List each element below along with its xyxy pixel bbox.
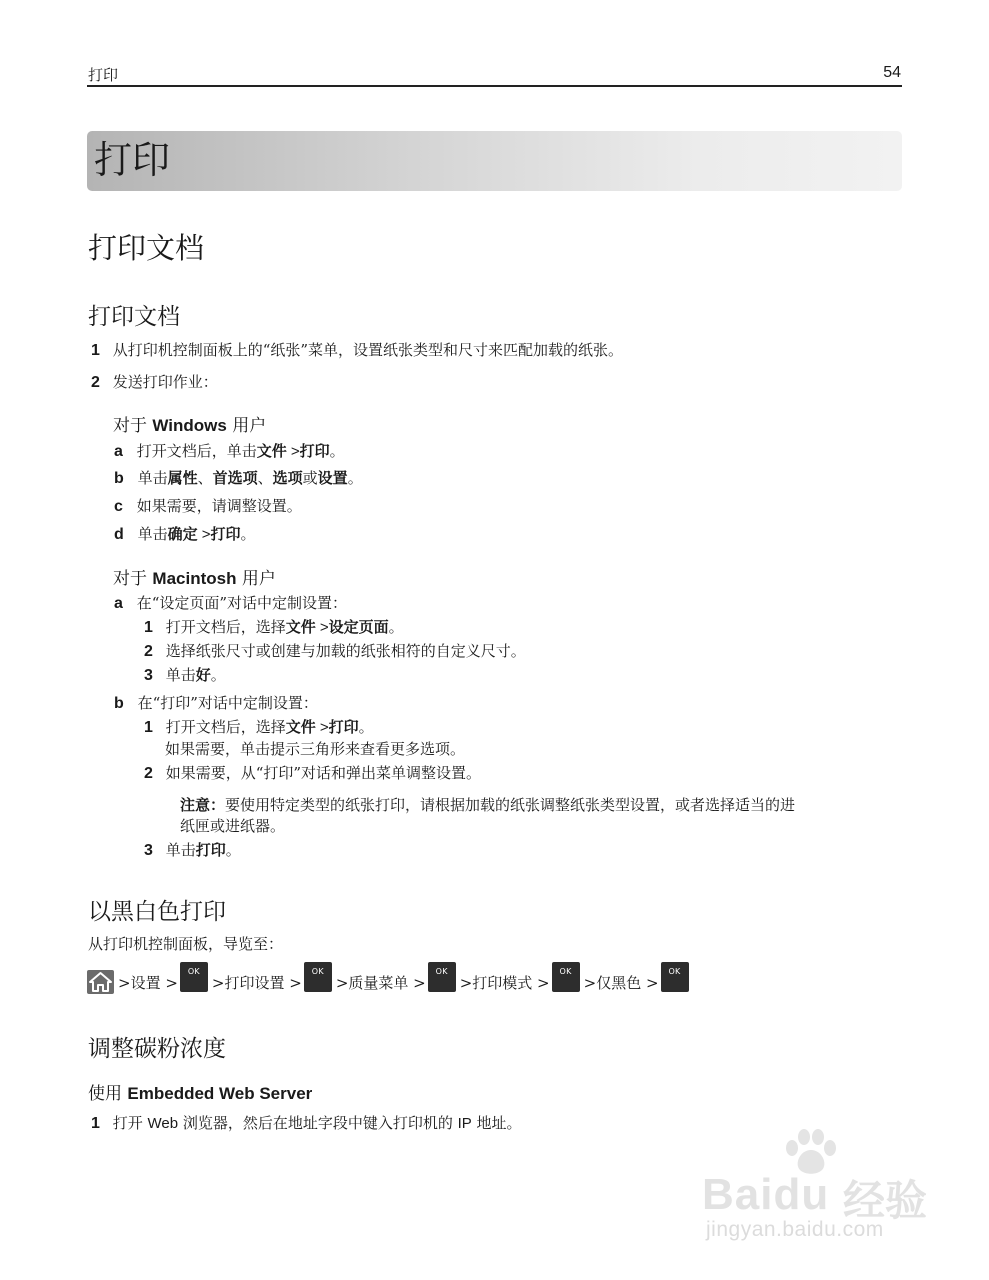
nav-step-settings: >设置 > <box>118 973 178 992</box>
windows-heading: 对于 Windows 用户 <box>113 416 267 436</box>
subsection-heading-toner-darkness: 调整碳粉浓度 <box>88 1036 226 1062</box>
watermark-url: jingyan.baidu.com <box>706 1218 884 1241</box>
mac-step-a: a 在“设定页面”对话中定制设置： <box>114 594 348 612</box>
note: 注意：要使用特定类型的纸张打印，请根据加载的纸张调整纸张类型设置，或者选择适当的进 <box>180 796 796 814</box>
ok-button-icon: OK <box>180 962 208 992</box>
step-number: 2 <box>91 374 100 391</box>
nav-step-print-mode: >打印模式 > <box>459 973 550 992</box>
subsection-heading-black-white: 以黑白色打印 <box>88 899 226 925</box>
mac-b-item-2: 2 如果需要，从“打印”对话和弹出菜单调整设置。 <box>144 764 482 782</box>
macintosh-heading: 对于 Macintosh 用户 <box>113 569 276 589</box>
nav-step-black-only: >仅黑色 > <box>583 973 659 992</box>
ews-step-1: 1 打开 Web 浏览器，然后在地址字段中键入打印机的 IP 地址。 <box>91 1114 522 1132</box>
mac-b-item-1: 1 打开文档后，选择文件 >打印。 <box>144 718 374 736</box>
mac-step-b: b 在“打印”对话中定制设置： <box>114 694 318 712</box>
ok-button-icon: OK <box>304 962 332 992</box>
header-rule <box>87 85 902 87</box>
note-continuation: 纸匣或进纸器。 <box>180 817 286 835</box>
page-number: 54 <box>883 64 901 81</box>
chapter-banner <box>87 131 902 191</box>
mac-b-item-1-continuation: 如果需要，单击提示三角形来查看更多选项。 <box>165 740 466 758</box>
mac-a-item-2: 2 选择纸张尺寸或创建与加载的纸张相符的自定义尺寸。 <box>144 642 526 660</box>
home-icon <box>87 970 114 994</box>
mac-b-item-3: 3 单击打印。 <box>144 841 241 859</box>
ok-button-icon: OK <box>428 962 456 992</box>
subsection-heading-print-document: 打印文档 <box>88 304 180 330</box>
section-heading: 打印文档 <box>88 231 205 265</box>
step-1 <box>91 340 623 361</box>
nav-step-print-settings: >打印设置 > <box>211 973 302 992</box>
watermark-brand-cn: 经验 <box>843 1176 928 1225</box>
mac-a-item-3: 3 单击好。 <box>144 666 226 684</box>
step-text: 从打印机控制面板上的“纸张”菜单，设置纸张类型和尺寸来匹配加载的纸张。 <box>112 341 624 359</box>
step-text: 发送打印作业： <box>112 373 218 391</box>
ok-button-icon: OK <box>661 962 689 992</box>
nav-step-quality-menu: >质量菜单 > <box>335 973 426 992</box>
step-number: 1 <box>91 342 100 359</box>
ews-heading: 使用 Embedded Web Server <box>88 1084 313 1104</box>
windows-step-a: a 打开文档后，单击文件 >打印。 <box>114 442 345 460</box>
ok-button-icon: OK <box>552 962 580 992</box>
chapter-title: 打印 <box>94 138 171 182</box>
running-header: 打印 <box>88 66 119 84</box>
step-2 <box>91 372 218 393</box>
navigation-path <box>87 966 689 998</box>
watermark-brand: Baidu <box>702 1170 830 1219</box>
navigate-intro: 从打印机控制面板，导览至： <box>88 935 284 953</box>
mac-a-item-1: 1 打开文档后，选择文件 >设定页面。 <box>144 618 404 636</box>
windows-step-b: b 单击属性、首选项、选项或设置。 <box>114 469 363 487</box>
windows-step-d: d 单击确定 >打印。 <box>114 525 256 543</box>
note-label: 注意： <box>180 796 226 814</box>
windows-step-c: c 如果需要，请调整设置。 <box>114 497 302 515</box>
